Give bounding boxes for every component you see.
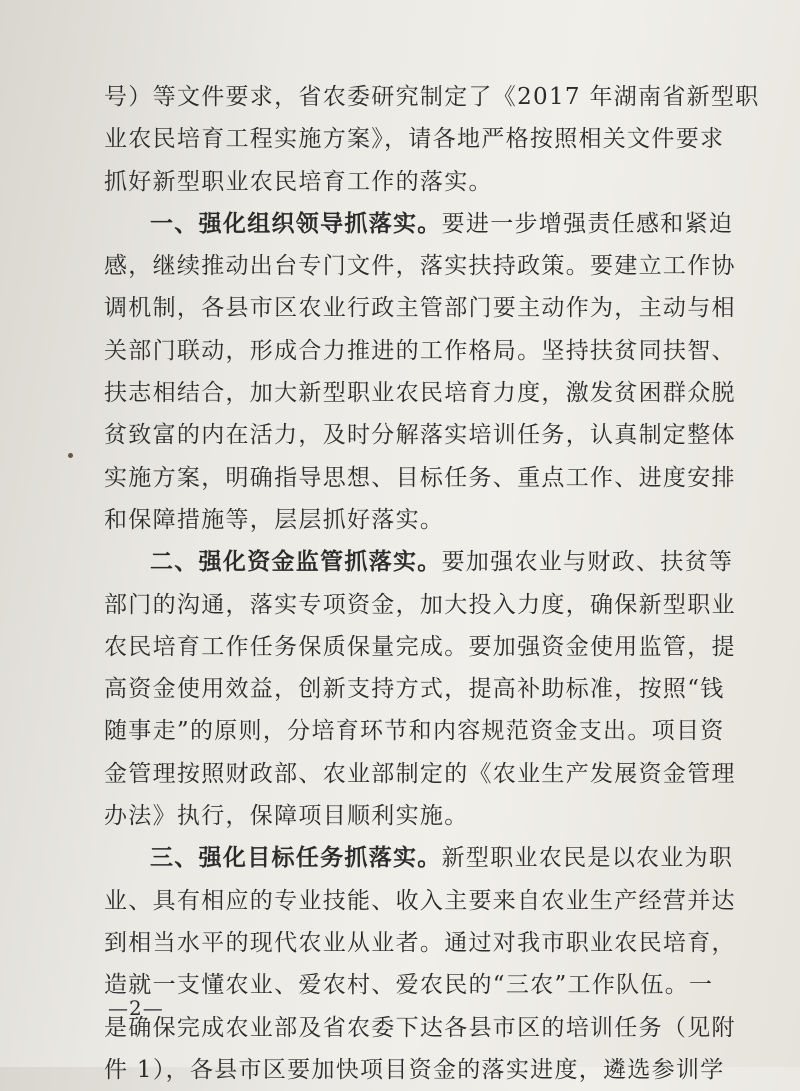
document-body <box>104 76 760 1091</box>
line-text: 业、具有相应的专业技能、收入主要来自农业生产经营并达 <box>104 887 736 914</box>
line-text: 要进一步增强责任感和紧迫 <box>441 210 734 237</box>
line-text: 感，继续推动出台专门文件，落实扶持政策。要建立工作协 <box>104 253 736 280</box>
text-line <box>104 372 736 414</box>
line-text: 是确保完成农业部及省农委下达各县市区的培训任务（见附 <box>104 1014 736 1041</box>
text-line <box>104 541 734 583</box>
text-line <box>104 76 760 118</box>
line-text: 号）等文件要求，省农委研究制定了《2017 年湖南省新型职 <box>104 84 760 110</box>
line-text: 金管理按照财政部、农业部制定的《农业生产发展资金管理 <box>104 760 736 787</box>
text-line <box>104 414 736 456</box>
text-line <box>104 626 736 668</box>
line-text: 要加强农业与财政、扶贫等 <box>441 549 734 576</box>
text-line <box>104 1049 725 1091</box>
text-line <box>104 457 736 499</box>
text-line <box>104 668 725 710</box>
line-text: 抓好新型职业农民培育工作的落实。 <box>104 168 493 195</box>
line-text: 和保障措施等，层层抓好落实。 <box>104 506 445 533</box>
text-line <box>104 245 736 287</box>
text-line <box>104 710 725 752</box>
text-line <box>104 922 736 964</box>
text-line <box>104 161 704 203</box>
line-text: 部门的沟通，落实专项资金，加大投入力度，确保新型职业 <box>104 591 736 618</box>
text-line <box>104 753 736 795</box>
text-line <box>104 287 736 329</box>
line-text: 办法》执行，保障项目顺利实施。 <box>104 803 469 830</box>
text-line <box>104 330 736 372</box>
line-text: 扶志相结合，加大新型职业农民培育力度，激发贫困群众脱 <box>104 380 736 407</box>
text-line <box>104 837 734 879</box>
line-text: 实施方案，明确指导思想、目标任务、重点工作、进度安排 <box>104 464 736 491</box>
line-text: 贫致富的内在活力，及时分解落实培训任务，认真制定整体 <box>104 422 736 449</box>
text-line <box>104 1007 736 1049</box>
line-text: 随事走”的原则，分培育环节和内容规范资金支出。项目资 <box>104 718 725 745</box>
line-text: 高资金使用效益，创新支持方式，提高补助标准，按照“钱 <box>104 676 725 703</box>
line-text: 到相当水平的现代农业从业者。通过对我市职业农民培育， <box>104 929 736 956</box>
section-heading: 二、强化资金监管抓落实。 <box>150 549 442 576</box>
paper-speck <box>68 453 73 458</box>
text-line <box>104 499 704 541</box>
text-line <box>104 584 736 626</box>
text-line <box>104 795 704 837</box>
line-text: 造就一支懂农业、爱农村、爱农民的“三农”工作队伍。一 <box>104 972 714 999</box>
text-line <box>104 880 736 922</box>
line-text: 新型职业农民是以农业为职 <box>441 845 734 872</box>
line-text: 农民培育工作任务保质保量完成。要加强资金使用监管，提 <box>104 633 736 660</box>
section-heading: 一、强化组织领导抓落实。 <box>150 210 442 237</box>
section-heading: 三、强化目标任务抓落实。 <box>150 845 442 872</box>
text-line <box>104 964 714 1006</box>
line-text: 关部门联动，形成合力推进的工作格局。坚持扶贫同扶智、 <box>104 337 736 364</box>
line-text: 件 1），各县市区要加快项目资金的落实进度，遴选参训学 <box>104 1056 725 1083</box>
line-text: 业农民培育工程实施方案》，请各地严格按照相关文件要求 <box>104 126 725 153</box>
line-text: 调机制，各县市区农业行政主管部门要主动作为，主动与相 <box>104 295 736 322</box>
text-line <box>104 203 734 245</box>
text-line <box>104 118 725 160</box>
page-number: —2— <box>108 996 164 1020</box>
